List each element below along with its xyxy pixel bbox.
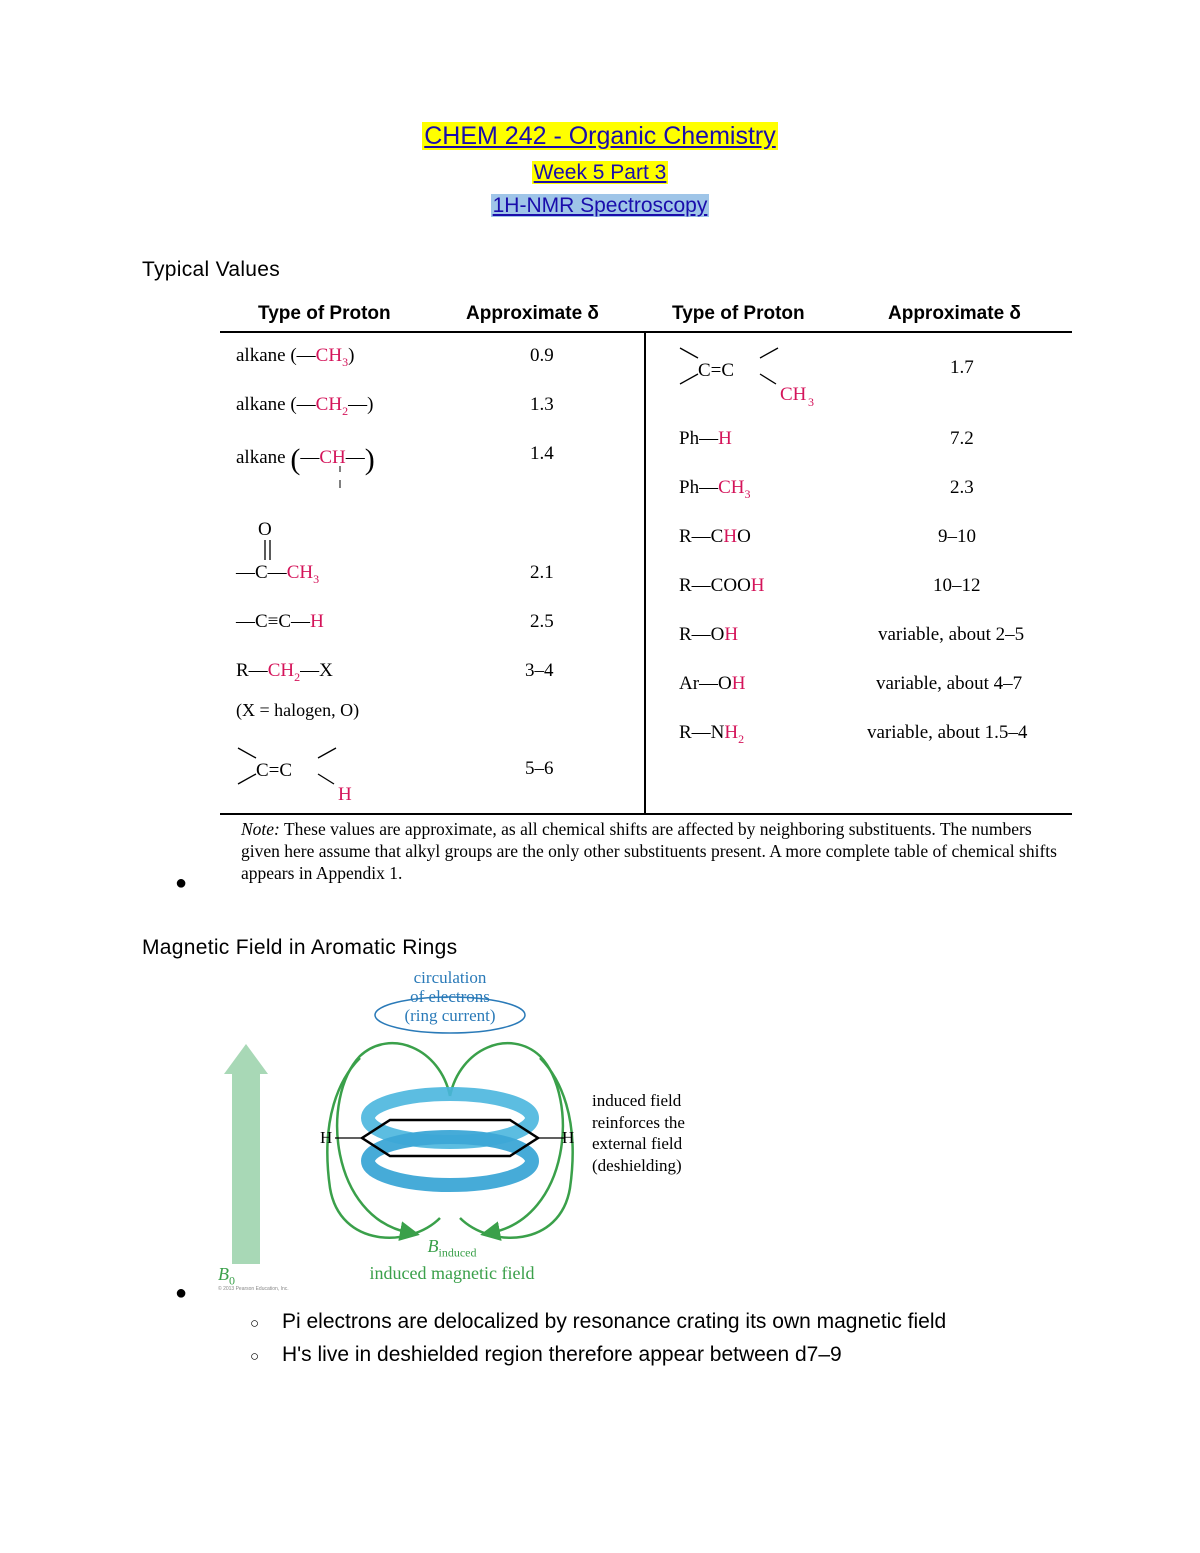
proton-carboxylic-acid: R—COOH bbox=[679, 575, 765, 596]
figure-copyright: © 2013 Pearson Education, Inc. bbox=[218, 1286, 289, 1292]
svg-text:C=C: C=C bbox=[698, 360, 735, 381]
alkane-ch-bonds bbox=[334, 466, 354, 492]
proton-ph-h: Ph—H bbox=[679, 428, 732, 449]
delta-amine: variable, about 1.5–4 bbox=[867, 722, 1028, 743]
ring-current-label: circulation of electrons (ring current) bbox=[404, 968, 496, 1025]
delta-alkane-ch: 1.4 bbox=[530, 443, 554, 464]
svg-text:3: 3 bbox=[808, 395, 814, 408]
delta-carboxylic-acid: 10–12 bbox=[933, 575, 981, 596]
svg-text:CH: CH bbox=[780, 384, 807, 405]
proton-amine: $R—NH_2$ bbox=[679, 722, 745, 746]
proton-alkane-ch2: alkane $(—CH_2—)$ bbox=[236, 394, 374, 418]
ketone-oxygen: O bbox=[258, 519, 272, 540]
delta-ketone: 2.1 bbox=[530, 562, 554, 583]
svg-text:C=C: C=C bbox=[256, 760, 293, 781]
benzene-h-left: H bbox=[320, 1128, 333, 1147]
delta-alcohol: variable, about 2–5 bbox=[878, 624, 1025, 645]
delta-alkane-ch3: 0.9 bbox=[530, 345, 554, 366]
list-item: ○ H's live in deshielded region therefore appear between d7–9 bbox=[250, 1343, 842, 1366]
table-header-delta-right: Approximate δ bbox=[888, 303, 1021, 324]
delta-alkane-ch2: 1.3 bbox=[530, 394, 554, 415]
delta-ph-ch3: 2.3 bbox=[950, 477, 974, 498]
proton-alkane-ch: alkane (—CH—) bbox=[236, 443, 375, 476]
delta-ph-h: 7.2 bbox=[950, 428, 974, 449]
allylic-structure bbox=[676, 344, 826, 408]
delta-alkyl-halide: 3–4 bbox=[525, 660, 554, 681]
proton-alkyne-h: —C≡C—H bbox=[236, 611, 324, 632]
proton-ketone-ch3: $—C—CH_3$ bbox=[236, 562, 320, 586]
list-item: ○ Pi electrons are delocalized by resonance crating its own magnetic field bbox=[250, 1310, 947, 1333]
delta-allylic: 1.7 bbox=[950, 357, 974, 378]
proton-alkyl-halide: $R—CH_2—X$ bbox=[236, 660, 333, 684]
bullet-marker-figure: ● bbox=[175, 1282, 188, 1304]
topic-subtitle: 1H-NMR Spectroscopy bbox=[492, 194, 708, 217]
induced-field-label: induced field reinforces the external field (deshielding) bbox=[592, 1091, 685, 1175]
bullet-marker: ● bbox=[175, 872, 188, 894]
delta-phenol: variable, about 4–7 bbox=[876, 673, 1023, 694]
benzene-h-right: H bbox=[562, 1128, 575, 1147]
table-header-type-left: Type of Proton bbox=[258, 303, 391, 324]
delta-aldehyde: 9–10 bbox=[938, 526, 976, 547]
week-subtitle: Week 5 Part 3 bbox=[533, 161, 667, 184]
table-header-delta-left: Approximate δ bbox=[466, 303, 599, 324]
induced-magnetic-field-label: $B_{induced}$ induced magnetic field bbox=[369, 1236, 535, 1283]
delta-alkyne: 2.5 bbox=[530, 611, 554, 632]
document-title: CHEM 242 - Organic Chemistry bbox=[424, 122, 776, 150]
b0-label: $B_0$ bbox=[218, 1264, 235, 1288]
table-note: Note: These values are approximate, as all chemical shifts are affected by neighboring substituents. The numbers given here assume that alkyl groups are the only other substituents present. A more complete table of chemical shifts appears in Appendix 1. bbox=[241, 819, 1057, 883]
proton-aldehyde: R—CHO bbox=[679, 526, 751, 547]
proton-phenol: Ar—OH bbox=[679, 673, 746, 694]
table-header-type-right: Type of Proton bbox=[672, 303, 805, 324]
proton-ph-ch3: $Ph—CH_3$ bbox=[679, 477, 751, 501]
halogen-note: (X = halogen, O) bbox=[236, 700, 360, 720]
aromatic-ring-current-figure bbox=[210, 968, 710, 1298]
proton-alcohol: R—OH bbox=[679, 624, 739, 645]
ketone-double-bond bbox=[262, 540, 274, 562]
svg-text:H: H bbox=[338, 784, 352, 804]
section-heading-magnetic-field: Magnetic Field in Aromatic Rings bbox=[142, 936, 458, 959]
section-heading-typical-values: Typical Values bbox=[142, 258, 281, 281]
delta-vinyl: 5–6 bbox=[525, 758, 554, 779]
proton-alkane-ch3: alkane $(—CH_3)$ bbox=[236, 345, 355, 369]
vinyl-structure bbox=[234, 744, 354, 804]
